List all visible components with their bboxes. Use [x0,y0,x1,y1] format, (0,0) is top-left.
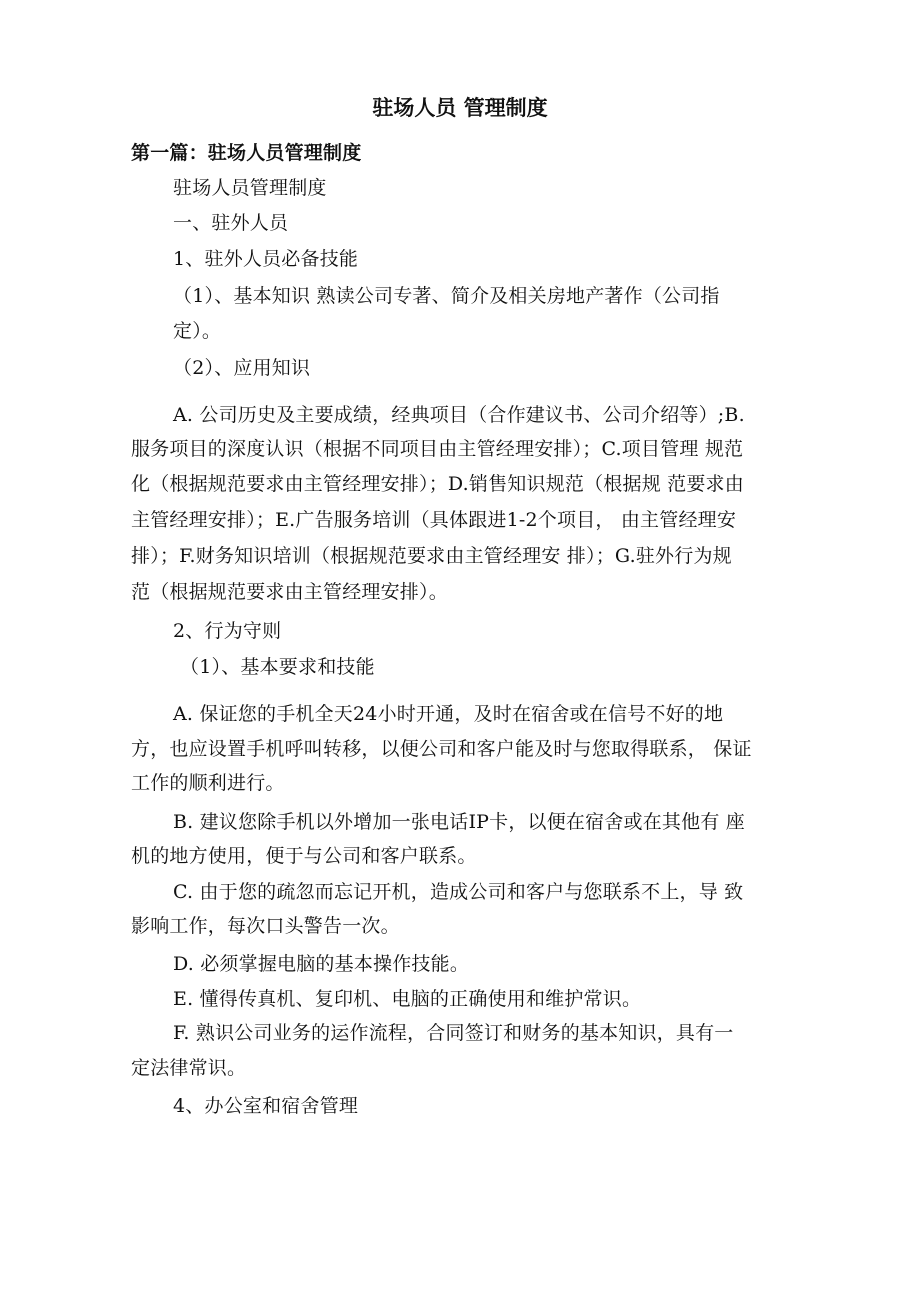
para-a-line-4: 主管经理安排）；E.广告服务培训（具体跟进1-2个项目， 由主管经理安 [131,509,737,531]
para-a-line-2: 服务项目的深度认识（根据不同项目由主管经理安排）；C.项目管理 规范 [131,438,744,460]
rule-e: E. 懂得传真机、复印机、电脑的正确使用和维护常识。 [173,988,642,1010]
rule-d: D. 必须掌握电脑的基本操作技能。 [173,953,470,975]
item-heading-4: 4、办公室和宿舍管理 [173,1095,359,1117]
document-title: 驻场人员 管理制度 [372,96,548,120]
item-heading-1: 1、驻外人员必备技能 [173,248,359,270]
section-heading-1: 一、驻外人员 [173,212,289,234]
rule-a-line-2: 方，也应设置手机呼叫转移，以便公司和客户能及时与您取得联系， 保证 [131,738,752,760]
rule-b-line-2: 机的地方使用，便于与公司和客户联系。 [131,845,477,867]
item-heading-2: 2、行为守则 [173,620,282,642]
subtitle: 驻场人员管理制度 [173,177,327,199]
para-a-line-5: 排）；F.财务知识培训（根据规范要求由主管经理安 排）；G.驻外行为规 [131,545,732,567]
item-1-1-line-2: 定）。 [173,320,222,342]
item-2-1: （1）、基本要求和技能 [180,656,375,678]
para-a-line-1: A. 公司历史及主要成绩，经典项目（合作建议书、公司介绍等）;B. [173,404,745,426]
rule-a-line-1: A. 保证您的手机全天24小时开通，及时在宿舍或在信号不好的地 [173,703,724,725]
rule-c-line-2: 影响工作，每次口头警告一次。 [131,915,400,937]
rule-b-line-1: B. 建议您除手机以外增加一张电话IP卡，以便在宿舍或在其他有 座 [173,811,745,833]
rule-a-line-3: 工作的顺利进行。 [131,772,285,794]
rule-c-line-1: C. 由于您的疏忽而忘记开机，造成公司和客户与您联系不上，导 致 [173,881,744,903]
para-a-line-6: 范（根据规范要求由主管经理安排）。 [131,581,448,603]
para-a-line-3: 化（根据规范要求由主管经理安排）；D.销售知识规范（根据规 范要求由 [131,473,744,495]
item-1-1-line-1: （1）、基本知识 熟读公司专著、简介及相关房地产著作（公司指 [173,285,720,307]
rule-f-line-2: 定法律常识。 [131,1057,247,1079]
item-1-2: （2）、应用知识 [173,357,311,379]
part-heading: 第一篇：驻场人员管理制度 [131,142,362,164]
rule-f-line-1: F. 熟识公司业务的运作流程，合同签订和财务的基本知识，具有一 [173,1022,734,1044]
